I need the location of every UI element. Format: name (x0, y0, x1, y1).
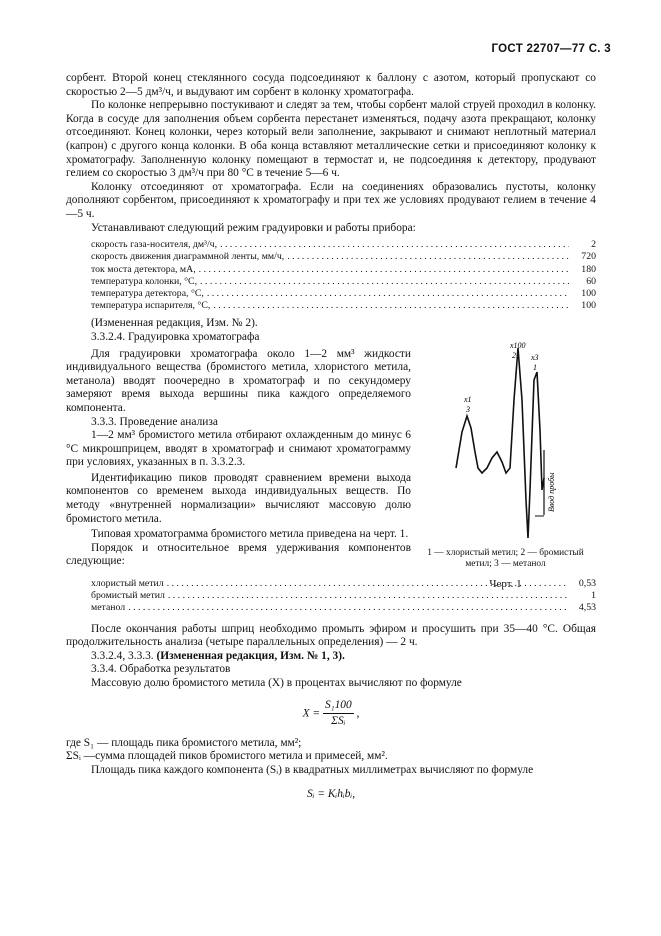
amendment-note: (Измененная редакция, Изм. № 2). (91, 317, 258, 330)
peak-label-scale: x100 (510, 341, 526, 350)
list-item: температура испарителя, °С, . . . 100 (66, 300, 596, 312)
mode-list (66, 239, 596, 312)
paragraph: По колонке непрерывно постукивают и следят за тем, чтобы сорбент малой струей проходил в колонку. Когда в сосуде для заполнения объем сорбента перестанет изменяться, подачу азота прекращают, колонку отсоединяют. Конец колонки, через который вели заполнение, закрывают и снимают неплотный материал (капрон) с другого конца колонки. В оба конца вставляют металлические сетки и присоединяют колонку к хроматографу. Заполненную колонку помещают в термостат и, не подсоединяя к детектору, продувают гелием со скоростью 3 дм³/ч при 80 °С в течение 5—6 ч. (66, 99, 596, 180)
paragraph: 1—2 мм³ бромистого метила отбирают охлажденным до минус 6 °С микрошприцем, вводят в хроматограф и снимают хроматограмму при условиях, указанных в п. 3.3.2.3. (66, 429, 411, 469)
amendment-note: 3.3.2.4, 3.3.3. (Измененная редакция, Изм. № 1, 3). (91, 649, 345, 662)
formula-legend: где S₁ — площадь пика бромистого метила, мм²; (66, 736, 302, 749)
peak-label-scale: x1 (464, 395, 472, 404)
list-item: бромистый метил . . . 1 (66, 590, 596, 602)
formula-mass-fraction: X = $\frac{\text{S₁100}}{\text{ΣSᵢ}}$ , (302, 698, 360, 728)
paragraph: Типовая хроматограмма бромистого метила приведена на черт. 1. (91, 528, 409, 541)
formula-peak-area: Sᵢ = Kᵢhᵢbᵢ, (306, 787, 356, 800)
peak-label-number: 2 (512, 351, 516, 360)
peak-label-number: 3 (466, 405, 470, 414)
figure-title: Черт. 1 (489, 578, 522, 590)
paragraph: Площадь пика каждого компонента (Sᵢ) в квадратных миллиметрах вычисляют по формуле (91, 763, 534, 776)
paragraph: Колонку отсоединяют от хроматографа. Если на соединениях образовались пустоты, колонку дополняют сорбентом, присоединяют к хроматографу и при тех же условиях продувают гелием в течение 4—5 ч. (66, 180, 596, 220)
peak-label-number: 1 (533, 363, 537, 372)
injection-label: Ввод пробы (547, 472, 556, 512)
list-item: метанол . . . 4,53 (66, 602, 596, 614)
list-item: температура колонки, °С, . . . 60 (66, 276, 596, 288)
page-header: ГОСТ 22707—77 С. 3 (491, 43, 611, 55)
paragraph: сорбент. Второй конец стеклянного сосуда подсоединяют к баллону с азотом, который пропускают со скоростью 2—5 дм³/ч, и выдувают им сорбент в колонку хроматографа. (66, 72, 596, 98)
list-item: хлористый метил . . . 0,53 (66, 578, 596, 590)
list-item: температура детектора, °С, . . . 100 (66, 288, 596, 300)
formula-legend: ΣSᵢ —сумма площадей пиков бромистого метила и примесей, мм². (66, 750, 388, 763)
chromatogram-trace (456, 348, 544, 538)
list-item: скорость газа-носителя, дм³/ч, . . . 2 (66, 239, 596, 251)
paragraph: Порядок и относительное время удерживания компонентов следующие: (66, 541, 411, 568)
section-heading: 3.3.2.4. Градуировка хроматографа (91, 330, 260, 343)
paragraph: Массовую долю бромистого метила (X) в процентах вычисляют по формуле (91, 677, 462, 690)
paragraph: Для градуировки хроматографа около 1—2 мм³ жидкости индивидуального вещества (бромистого метила, хлористого метила, метанола) вводят поочередно в хроматограф и по секундомеру замеряют время выхода вершины пика каждого определяемого компонента. (66, 347, 411, 414)
peak-label-scale: x3 (531, 353, 539, 362)
paragraph: После окончания работы шприц необходимо промыть эфиром и просушить при 35—40 °С. Общая продолжительность анализа (четыре параллельных определения) — 2 ч. (66, 622, 596, 649)
paragraph: Идентификацию пиков проводят сравнением времени выхода компонентов со временем выхода индивидуальных веществ. По методу «внутренней нормализации» вычисляют массовую долю бромистого метила. (66, 471, 411, 525)
section-heading: 3.3.4. Обработка результатов (91, 663, 231, 676)
chromatogram-figure (418, 340, 593, 580)
paragraph: Устанавливают следующий режим градуировки и работы прибора: (91, 221, 416, 234)
list-item: скорость движения диаграммной ленты, мм/ч, . . . 720 (66, 251, 596, 263)
figure-caption: 1 — хлористый метил; 2 — бромистый метил; 3 — метанол (427, 548, 584, 569)
list-item: ток моста детектора, мА, . . . 180 (66, 264, 596, 276)
section-heading: 3.3.3. Проведение анализа (91, 415, 218, 428)
